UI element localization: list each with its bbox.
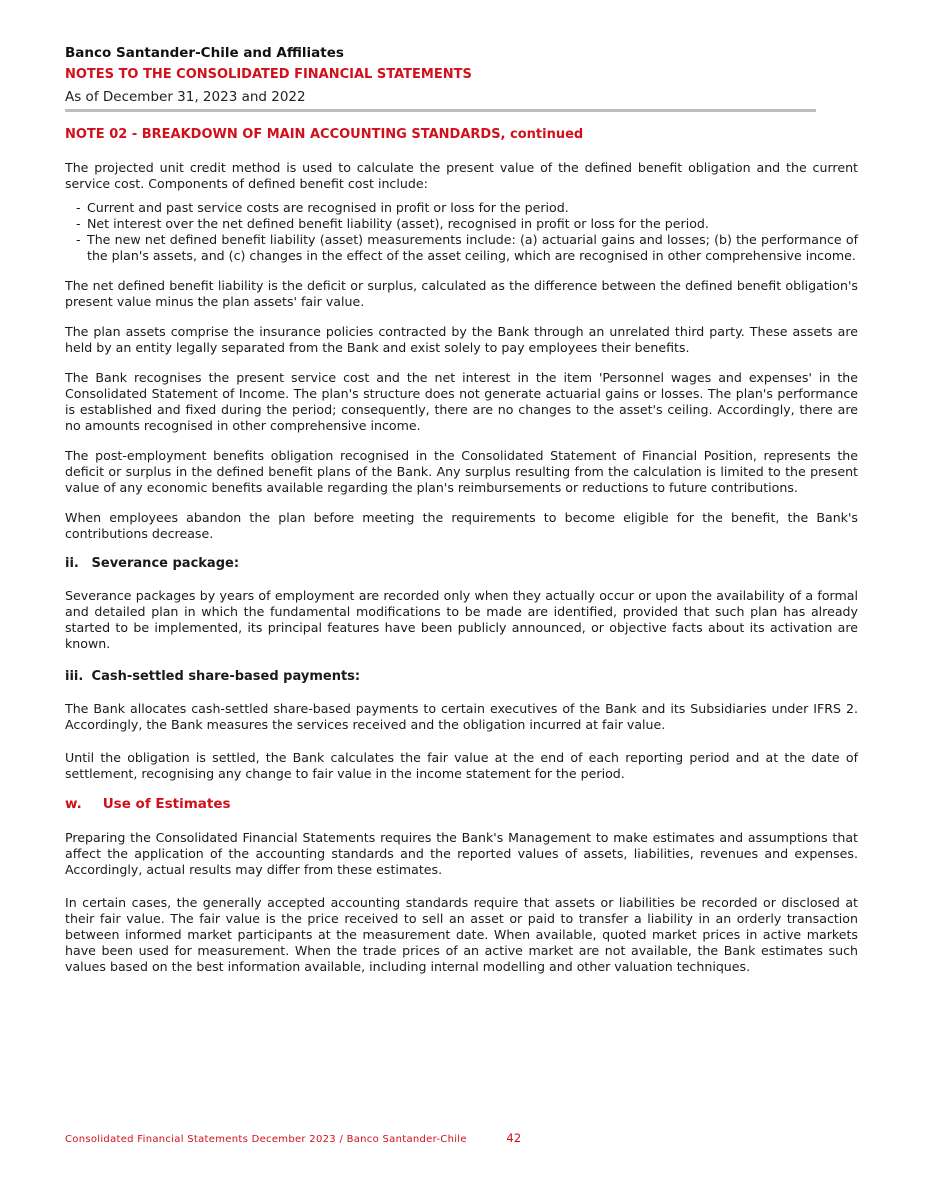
list-item: - Net interest over the net defined benefit liability (asset), recognised in profit or loss for the period. [65, 216, 858, 232]
severance-title: Severance package: [91, 556, 240, 571]
footer-text: Consolidated Financial Statements December 2023 / Banco Santander-Chile [65, 1134, 467, 1145]
main-content [65, 127, 858, 989]
share-based-heading [65, 669, 858, 685]
note-title: NOTE 02 - BREAKDOWN OF MAIN ACCOUNTING STANDARDS, continued [65, 127, 584, 142]
company-name: Banco Santander-Chile and Affiliates [65, 45, 344, 61]
severance-heading [65, 556, 858, 572]
header-divider [65, 109, 816, 112]
paragraph: The Bank recognises the present service cost and the net interest in the item 'Personnel wages and expenses' in the Consolidated Statement of Income. The plan's structure does not generate actuarial gains or losses. The plan's performance is established and fixed during the period; consequently, there are no changes to the asset's ceiling. Accordingly, there are no amounts recognised in other comprehensive income. [65, 370, 858, 433]
estimates-paragraph: Preparing the Consolidated Financial Statements requires the Bank's Management to make estimates and assumptions that affect the application of the accounting standards and the reported values of assets, liabilities, revenues and expenses. Accordingly, actual results may differ from these estimates. [65, 830, 858, 877]
estimates-title: Use of Estimates [102, 796, 231, 812]
page-number: 42 [506, 1131, 522, 1145]
share-based-number: iii. [65, 669, 84, 684]
estimates-paragraph: In certain cases, the generally accepted accounting standards require that assets or liabilities be recorded or disclosed at their fair value. The fair value is the price received to sell an asset or paid to transfer a liability in an orderly transaction between informed market participants at the measurement date. When available, quoted market prices in active markets have been used for measurement. When the trade prices of an active market are not available, the Bank estimates such values based on the best information available, including internal modelling and other valuation techniques. [65, 895, 858, 974]
as-of-date: As of December 31, 2023 and 2022 [65, 89, 306, 105]
estimates-letter: w. [65, 796, 82, 812]
paragraph: The plan assets comprise the insurance policies contracted by the Bank through an unrelated third party. These assets are held by an entity legally separated from the Bank and exist solely to pay employees their benefits. [65, 324, 858, 355]
benefit-cost-list [65, 200, 858, 264]
paragraph: When employees abandon the plan before meeting the requirements to become eligible for the benefit, the Bank's contributions decrease. [65, 510, 858, 541]
page-header [65, 43, 816, 112]
share-based-paragraph: The Bank allocates cash-settled share-based payments to certain executives of the Bank and its Subsidiaries under IFRS 2. Accordingly, the Bank measures the services received and the obligation incurred at fair value. [65, 701, 858, 732]
estimates-heading [65, 796, 858, 812]
severance-paragraph: Severance packages by years of employment are recorded only when they actually occur or upon the availability of a formal and detailed plan in which the fundamental modifications to be made are identified, provided that such plan has already started to be implemented, its principal features have been publicly announced, or objective facts about its activation are known. [65, 588, 858, 651]
page-footer [65, 1131, 522, 1145]
notes-title: NOTES TO THE CONSOLIDATED FINANCIAL STATEMENTS [65, 67, 472, 82]
list-item: - The new net defined benefit liability (asset) measurements include: (a) actuarial gains and losses; (b) the performance of the plan's assets, and (c) changes in the effect of the asset ceiling, which are recognised in other comprehensive income. [65, 232, 858, 264]
severance-number: ii. [65, 556, 79, 571]
intro-paragraph: The projected unit credit method is used to calculate the present value of the defined benefit obligation and the current service cost. Components of defined benefit cost include: [65, 160, 858, 191]
list-item: - Current and past service costs are recognised in profit or loss for the period. [65, 200, 858, 216]
share-based-paragraph: Until the obligation is settled, the Bank calculates the fair value at the end of each reporting period and at the date of settlement, recognising any change to fair value in the income statement for the period. [65, 750, 858, 781]
paragraph: The post-employment benefits obligation recognised in the Consolidated Statement of Financial Position, represents the deficit or surplus in the defined benefit plans of the Bank. Any surplus resulting from the calculation is limited to the present value of any economic benefits available regarding the plan's reimbursements or reductions to future contributions. [65, 448, 858, 495]
paragraph: The net defined benefit liability is the deficit or surplus, calculated as the difference between the defined benefit obligation's present value minus the plan assets' fair value. [65, 278, 858, 309]
share-based-title: Cash-settled share-based payments: [91, 669, 361, 684]
